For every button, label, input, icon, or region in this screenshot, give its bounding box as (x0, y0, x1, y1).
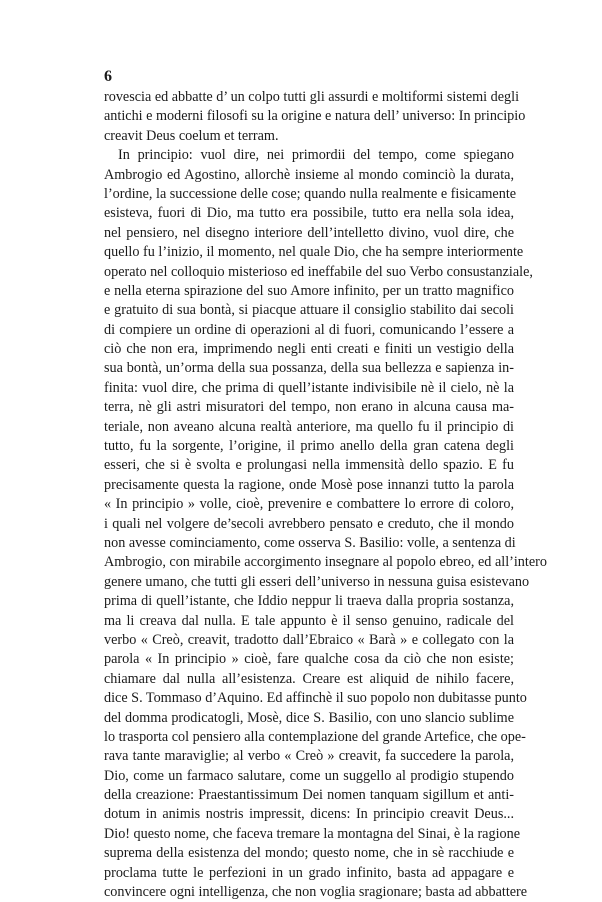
body-text (104, 88, 547, 902)
page-number: 6 (104, 68, 112, 85)
text-line: e nella eterna spirazione del suo Amore infinito, per un tratto magnifico (104, 282, 514, 299)
text-line: Dio, come un farmaco salutare, come un suggello al prodigio stupendo (104, 767, 514, 784)
text-line: dice S. Tommaso d’Aquino. Ed affinchè il suo popolo non dubitasse punto (104, 690, 527, 707)
text-line: esseri, che si è svolta e prolungasi nella immensità dello spazio. E fu (104, 457, 514, 474)
text-line: proclama tutte le perfezioni in un grado infinito, basta ad appagare e (104, 864, 514, 881)
text-line: In principio: vuol dire, nei primordii del tempo, come spiegano (118, 147, 514, 164)
text-line: di compiere un ordine di operazioni al di fuori, comunicando l’essere a (104, 321, 514, 338)
text-line: e gratuito di sua bontà, si piacque attuare il consiglio stabilito dai secoli (104, 302, 514, 319)
text-line: Dio! questo nome, che faceva tremare la montagna del Sinai, è la ragione (104, 825, 520, 842)
text-line: suprema della esistenza del mondo; questo nome, che in sè racchiude e (104, 845, 514, 862)
text-line: rovescia ed abbatte d’ un colpo tutti gli assurdi e moltiformi sistemi degli (104, 89, 520, 105)
text-line: convincere ogni intelligenza, che non voglia sragionare; basta ad abbattere (104, 884, 528, 901)
text-line: ma li creava dal nulla. E tale appunto è il senso genuino, radicale del (104, 612, 514, 629)
text-line: tutto, fu la sorgente, l’origine, il primo anello della gran catena degli (104, 438, 514, 455)
text-line: della creazione: Praestantissimum Dei nomen tanquam sigillum et anti- (104, 787, 514, 804)
text-line: operato nel colloquio misterioso ed ineffabile del suo Verbo consustanziale, (104, 263, 533, 280)
text-line: sua bontà, un’orma della sua possanza, della sua bellezza e sapienza in- (104, 360, 514, 377)
text-line: finita: vuol dire, che prima di quell’istante indivisibile nè il cielo, nè la (104, 379, 514, 396)
text-line: quello fu l’inizio, il momento, nel quale Dio, che ha sempre interiormente (104, 244, 524, 261)
text-line: verbo « Creò, creavit, tradotto dall’Ebraico « Barà » e collegato con la (104, 631, 514, 648)
text-line: esisteva, fuori di Dio, ma tutto era possibile, tutto era nella sola idea, (104, 205, 514, 222)
text-line: ciò che non era, imprimendo negli enti creati e finiti un vestigio della (104, 341, 514, 358)
text-line: lo trasporta col pensiero alla contemplazione del grande Artefice, che ope- (104, 728, 526, 745)
text-line: i quali nel volgere de’secoli avrebbero pensato e creduto, che il mondo (104, 515, 514, 532)
text-line: prima di quell’istante, che Iddio neppur li traeva dalla propria sostanza, (104, 593, 514, 610)
text-line: creavit Deus coelum et terram. (104, 127, 279, 144)
text-line: Ambrogio, con mirabile accorgimento insegnare al popolo ebreo, ed all’intero (104, 554, 547, 571)
text-line: l’ordine, la successione delle cose; quando nulla realmente e fisicamente (104, 185, 517, 202)
text-line: non avesse cominciamento, come osserva S. Basilio: volle, a sentenza di (104, 534, 516, 551)
text-line: terra, nè gli astri misuratori del tempo, non erano in alcuna causa ma- (104, 399, 514, 416)
text-line: Ambrogio ed Agostino, allorchè insieme al mondo cominciò la durata, (104, 166, 514, 183)
text-line: del domma prodicatogli, Mosè, dice S. Basilio, con uno slancio sublime (104, 709, 514, 726)
text-line: rava tante maraviglie; al verbo « Creò » creavit, fa succedere la parola, (104, 748, 514, 765)
text-line: dotum in animis nostris impressit, dicens: In principio creavit Deus... (104, 806, 514, 823)
text-line: parola « In principio » cioè, fare qualche cosa da ciò che non esiste; (104, 651, 514, 668)
text-line: precisamente questa la ragione, onde Mosè pose innanzi tutto la parola (104, 476, 514, 493)
text-line: genere umano, che tutti gli esseri dell’universo in nessuna guisa esistevano (104, 573, 530, 590)
text-line: chiamare dal nulla all’esistenza. Creare est aliquid de nihilo facere, (104, 670, 514, 687)
text-line: nel pensiero, nel disegno interiore dell’intelletto divino, vuol dire, che (104, 224, 514, 241)
text-line: antichi e moderni filosofi su la origine e natura dell’ universo: In principio (104, 108, 526, 125)
text-line: teriale, non aveano alcuna realtà anteriore, ma quello fu il principio di (104, 418, 514, 435)
text-line: « In principio » volle, cioè, prevenire e combattere lo errore di coloro, (104, 496, 514, 513)
